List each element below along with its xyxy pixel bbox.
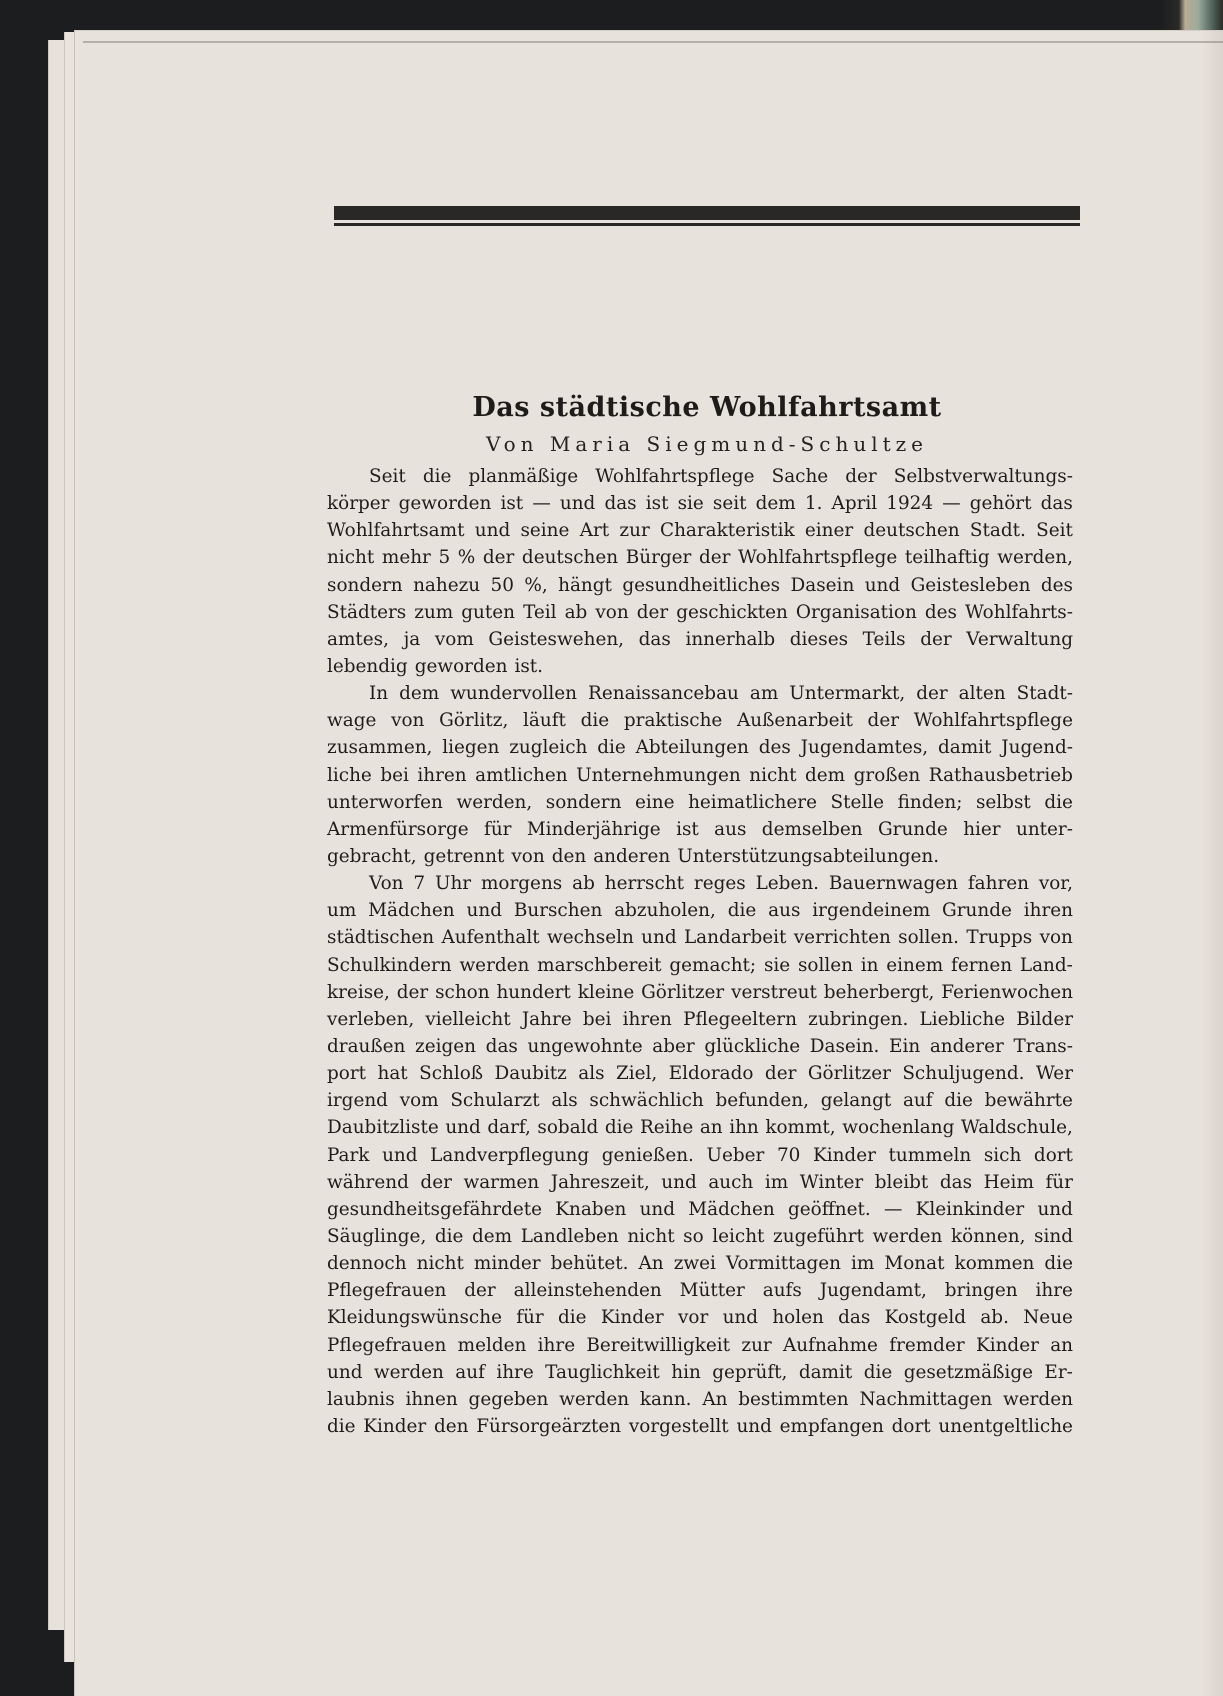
text-line: amtes, ja vom Geisteswehen, das innerhalb dieses Teils der Verwaltung [327, 628, 1073, 650]
text-line: städtischen Aufenthalt wechseln und Landarbeit verrichten sollen. Trupps von [327, 927, 1073, 949]
text-line: Armenfürsorge für Minderjährige ist aus demselben Grunde hier unter- [327, 818, 1073, 840]
text-line: Schulkindern werden marschbereit gemacht; sie sollen in einem fernen Land- [327, 954, 1073, 976]
text-line: Pflegefrauen der alleinstehenden Mütter aufs Jugendamt, bringen ihre [327, 1280, 1073, 1302]
text-line: wage von Görlitz, läuft die praktische Außenarbeit der Wohlfahrtspflege [327, 710, 1073, 732]
text-line: sondern nahezu 50 %, hängt gesundheitliches Dasein und Geistesleben des [327, 574, 1073, 596]
text-line: um Mädchen und Burschen abzuholen, die aus irgendeinem Grunde ihren [327, 900, 1073, 922]
text-line: Kleidungswünsche für die Kinder vor und holen das Kostgeld ab. Neue [327, 1307, 1073, 1329]
text-line: In dem wundervollen Renaissancebau am Untermarkt, der alten Stadt- [369, 683, 1073, 705]
page-gutter-shadow [1202, 31, 1223, 1696]
paragraph [327, 463, 1073, 680]
article-body [327, 463, 1073, 1440]
text-line: verleben, vielleicht Jahre bei ihren Pflegeeltern zubringen. Liebliche Bilder [327, 1008, 1073, 1030]
paragraph [327, 870, 1073, 1440]
text-line: port hat Schloß Daubitz als Ziel, Eldorado der Görlitzer Schuljugend. Wer [327, 1063, 1073, 1085]
article-title: Das städtische Wohlfahrtsamt [472, 392, 942, 423]
text-line: die Kinder den Fürsorgeärzten vorgestellt und empfangen dort unentgeltliche [327, 1415, 1073, 1437]
header-rule-thin [334, 223, 1080, 226]
text-line: lebendig geworden ist. [327, 655, 544, 677]
text-line: während der warmen Jahreszeit, und auch im Winter bleibt das Heim für [327, 1171, 1073, 1193]
text-line: gesundheitsgefährdete Knaben und Mädchen geöffnet. — Kleinkinder und [327, 1198, 1073, 1220]
text-line: zusammen, liegen zugleich die Abteilungen des Jugendamtes, damit Jugend- [327, 737, 1073, 759]
text-line: unterworfen werden, sondern eine heimatlichere Stelle finden; selbst die [327, 791, 1073, 813]
text-line: und werden auf ihre Tauglichkeit hin geprüft, damit die gesetzmäßige Er- [327, 1361, 1073, 1383]
text-line: Von 7 Uhr morgens ab herrscht reges Leben. Bauernwagen fahren vor, [369, 873, 1073, 895]
text-line: irgend vom Schularzt als schwächlich befunden, gelangt auf die bewährte [327, 1090, 1073, 1112]
article-author: Von Maria Siegmund-Schultze [485, 432, 929, 456]
text-line: Wohlfahrtsamt und seine Art zur Charakteristik einer deutschen Stadt. Seit [327, 520, 1073, 542]
text-line: Seit die planmäßige Wohlfahrtspflege Sache der Selbstverwaltungs- [369, 466, 1073, 487]
text-line: liche bei ihren amtlichen Unternehmungen nicht dem großen Rathausbetrieb [327, 764, 1073, 786]
text-line: Park und Landverpflegung genießen. Ueber 70 Kinder tummeln sich dort [327, 1144, 1073, 1166]
paragraph [327, 680, 1073, 870]
text-line: dennoch nicht minder behütet. An zwei Vormittagen im Monat kommen die [327, 1253, 1073, 1275]
text-line: gebracht, getrennt von den anderen Unterstützungsabteilungen. [327, 845, 940, 867]
text-line: Pflegefrauen melden ihre Bereitwilligkeit zur Aufnahme fremder Kinder an [327, 1334, 1073, 1356]
text-line: kreise, der schon hundert kleine Görlitzer verstreut beherbergt, Ferienwochen [327, 981, 1073, 1003]
text-line: körper geworden ist — und das ist sie seit dem 1. April 1924 — gehört das [327, 493, 1073, 515]
text-line: Säuglinge, die dem Landleben nicht so leicht zugeführt werden können, sind [327, 1225, 1073, 1247]
header-rule-thick [334, 206, 1080, 220]
text-line: draußen zeigen das ungewohnte aber glückliche Dasein. Ein anderer Trans- [327, 1035, 1073, 1057]
text-line: Städters zum guten Teil ab von der geschickten Organisation des Wohlfahrts- [327, 601, 1073, 623]
text-line: laubnis ihnen gegeben werden kann. An bestimmten Nachmittagen werden [327, 1388, 1073, 1410]
text-line: nicht mehr 5 % der deutschen Bürger der Wohlfahrtspflege teilhaftig werden, [327, 547, 1073, 569]
text-line: Daubitzliste und darf, sobald die Reihe an ihn kommt, wochenlang Waldschule, [327, 1117, 1073, 1139]
